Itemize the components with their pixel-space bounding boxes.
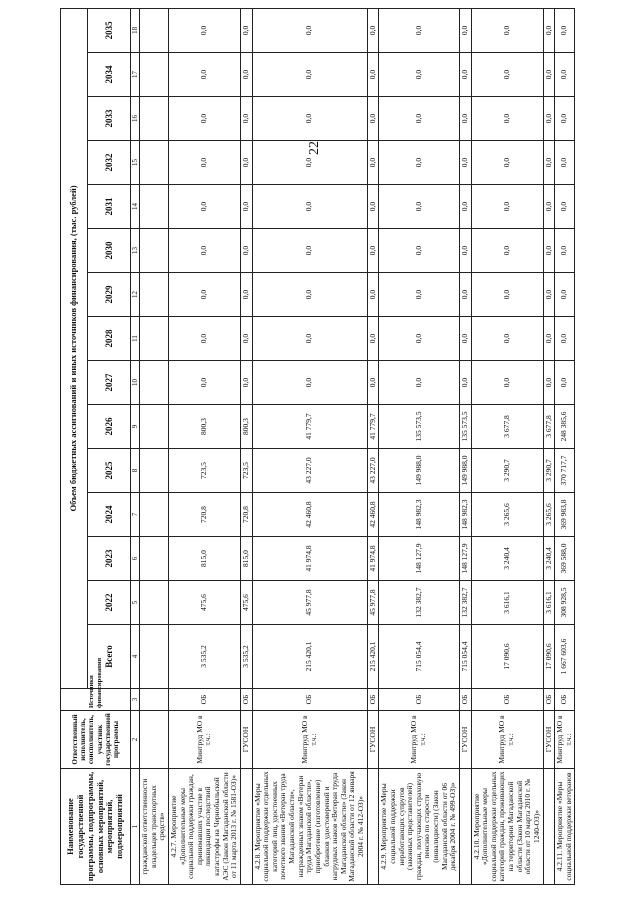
row-name [240,769,252,885]
header-year: 2027 [88,361,131,405]
header-source: Источники финансирования [61,689,131,711]
row-value: 0,0 [168,317,240,361]
row-value: 0,0 [459,229,471,273]
row-value: 148 982,3 [459,493,471,537]
row-value: 132 382,7 [459,581,471,625]
row-name [459,769,471,885]
header-year: 2026 [88,405,131,449]
row-value: 0,0 [168,53,240,97]
row-value: 41 974,8 [367,537,379,581]
header-year: 2023 [88,537,131,581]
column-number: 13 [131,229,140,273]
row-value: 149 988,0 [379,449,460,493]
row-value: 0,0 [379,141,460,185]
row-name: 4.2.11. Мероприятие «Меры социальной поддержки ветеранов [555,769,575,885]
row-value: 215 420,1 [367,625,379,689]
row-source: ОБ [367,689,379,711]
row-source: ОБ [555,689,575,711]
row-value: 41 974,8 [252,537,367,581]
row-value: 0,0 [252,229,367,273]
row-value: 0,0 [459,361,471,405]
row-value: 0,0 [252,185,367,229]
row-value: 0,0 [367,317,379,361]
row-name: 4.2.7. Мероприятие «Дополнительные меры социальной поддержки граждан, принимавших участие в ликвидации последствий катастрофы на Чернобыльской АЭС (Закон Магаданской области от 11 марта 2013 г. № 1581-ОЗ)» [168,769,240,885]
row-responsible [140,711,169,769]
row-value: 3 290,7 [471,449,543,493]
table-row [459,8,471,884]
row-value [140,141,169,185]
row-value: 0,0 [459,97,471,141]
row-source: ОБ [252,689,367,711]
row-value: 0,0 [543,97,555,141]
table-row [379,8,460,884]
row-value: 0,0 [459,8,471,52]
row-responsible: ГУСОН [459,711,471,769]
row-value: 0,0 [471,273,543,317]
column-number: 4 [131,625,140,689]
row-value: 0,0 [543,185,555,229]
row-value: 0,0 [555,8,575,52]
row-value: 0,0 [379,317,460,361]
header-responsible: Ответственный исполнитель, соисполнитель, участник государственной программы [61,711,131,769]
row-value: 0,0 [555,141,575,185]
row-value: 369 588,0 [555,537,575,581]
row-value: 0,0 [168,229,240,273]
row-value: 0,0 [240,273,252,317]
row-value: 45 977,8 [367,581,379,625]
row-value: 0,0 [555,53,575,97]
row-value: 41 779,7 [367,405,379,449]
row-value: 0,0 [555,317,575,361]
row-source [140,689,169,711]
table-row [252,8,367,884]
row-name [543,769,555,885]
row-responsible: Минтруд МО в т.ч.: [252,711,367,769]
header-volume: Объем бюджетных ассигнований и иных источников финансирования, (тыс. рублей) [61,8,88,688]
table-row [367,8,379,884]
column-number: 9 [131,405,140,449]
header-year: 2030 [88,229,131,273]
row-value: 17 090,6 [543,625,555,689]
row-value: 0,0 [367,361,379,405]
row-source: ОБ [168,689,240,711]
row-value: 0,0 [240,97,252,141]
row-value: 149 988,0 [459,449,471,493]
row-value: 3 677,8 [543,405,555,449]
row-value [140,361,169,405]
header-year: 2028 [88,317,131,361]
row-value: 0,0 [240,185,252,229]
row-value: 475,6 [168,581,240,625]
row-value: 3 265,6 [471,493,543,537]
column-number: 2 [131,711,140,769]
row-value: 43 227,0 [252,449,367,493]
row-name [367,769,379,885]
rotated-table-page [60,15,635,885]
page-number: 22 [307,141,322,155]
row-value: 0,0 [168,141,240,185]
row-value: 132 382,7 [379,581,460,625]
budget-table [60,8,575,885]
row-value: 0,0 [367,273,379,317]
row-value: 0,0 [379,229,460,273]
row-value: 3 240,4 [471,537,543,581]
row-value: 0,0 [252,53,367,97]
row-value: 0,0 [252,97,367,141]
row-value: 0,0 [240,8,252,52]
row-value: 0,0 [471,97,543,141]
header-year: 2022 [88,581,131,625]
header-total: Всего [88,625,131,689]
row-value [140,493,169,537]
row-value [140,97,169,141]
row-value: 815,0 [240,537,252,581]
row-value: 0,0 [459,185,471,229]
row-value: 715 054,4 [379,625,460,689]
table-row [168,8,240,884]
row-value: 0,0 [555,273,575,317]
header-year: 2029 [88,273,131,317]
row-value: 0,0 [471,53,543,97]
row-value: 0,0 [252,273,367,317]
column-number: 7 [131,493,140,537]
header-year: 2025 [88,449,131,493]
row-value: 3 616,1 [543,581,555,625]
row-value [140,8,169,52]
row-value [140,625,169,689]
row-value: 0,0 [367,229,379,273]
column-number: 18 [131,8,140,52]
row-value [140,53,169,97]
row-value: 0,0 [252,141,367,185]
row-value: 0,0 [379,97,460,141]
row-name: 4.2.9. Мероприятие «Меры социальной поддержки неработающих супругов (законных представителей) граждан, получающих страховую пенсию по старости (инвалидности) (Закон Магаданской области от 06 декабря 2004 г. № 499-ОЗ)» [379,769,460,885]
row-value: 42 460,8 [252,493,367,537]
row-source: ОБ [379,689,460,711]
row-value: 475,6 [240,581,252,625]
row-value: 1 667 603,6 [555,625,575,689]
row-value [140,449,169,493]
table-row [555,8,575,884]
row-value: 0,0 [367,141,379,185]
column-number: 1 [131,769,140,885]
row-value [140,229,169,273]
row-source: ОБ [240,689,252,711]
row-source: ОБ [459,689,471,711]
row-value: 3 265,6 [543,493,555,537]
row-value [140,405,169,449]
header-year: 2035 [88,8,131,52]
row-value: 0,0 [379,361,460,405]
row-value [140,581,169,625]
row-value: 715 054,4 [459,625,471,689]
table-row [543,8,555,884]
row-responsible: ГУСОН [367,711,379,769]
row-value: 3 677,8 [471,405,543,449]
row-responsible: Минтруд МО в т.ч.: [555,711,575,769]
row-value: 0,0 [543,317,555,361]
row-value: 0,0 [471,361,543,405]
row-value: 0,0 [168,185,240,229]
row-value: 148 127,9 [379,537,460,581]
row-source: ОБ [471,689,543,711]
row-name: 4.2.8. Мероприятие «Меры социальной поддержки отдельных категорий лиц, удостоенных почетного звания «Ветеран труда Магаданской области», награжденных знаком «Ветеран труда Магаданской области», приобретение (изготовление) бланков удостоверений и нагрудных знаков «Ветеран труда Магаданской области» (Закон Магаданской области от 12 января 2004 г. № 412-ОЗ)» [252,769,367,885]
column-number: 6 [131,537,140,581]
row-value: 0,0 [252,8,367,52]
row-value: 0,0 [555,229,575,273]
column-number: 10 [131,361,140,405]
column-number: 15 [131,141,140,185]
row-name: 4.2.10. Мероприятие «Дополнительные меры социальной поддержки отдельных категорий граждан, проживающих на территории Магаданской области (Закон Магаданской области от 10 марта 2010 г. № 1240-ОЗ)» [471,769,543,885]
row-value: 0,0 [543,8,555,52]
row-value: 370 717,7 [555,449,575,493]
row-value: 0,0 [379,273,460,317]
row-value: 0,0 [367,8,379,52]
row-value: 0,0 [168,8,240,52]
row-value: 0,0 [459,317,471,361]
row-value: 0,0 [471,317,543,361]
row-value [140,317,169,361]
row-value: 135 573,5 [459,405,471,449]
column-number: 16 [131,97,140,141]
row-value: 248 385,6 [555,405,575,449]
row-value: 3 240,4 [543,537,555,581]
column-number: 8 [131,449,140,493]
row-value: 0,0 [168,361,240,405]
row-value: 0,0 [240,141,252,185]
row-value: 0,0 [543,229,555,273]
row-value: 0,0 [471,141,543,185]
row-value: 148 127,9 [459,537,471,581]
row-responsible: Минтруд МО в т.ч.: [471,711,543,769]
row-value: 0,0 [543,53,555,97]
row-value: 0,0 [252,361,367,405]
row-value: 0,0 [555,97,575,141]
header-year: 2034 [88,53,131,97]
row-value: 45 977,8 [252,581,367,625]
row-value: 0,0 [367,185,379,229]
row-value: 0,0 [367,97,379,141]
row-value: 41 779,7 [252,405,367,449]
row-value: 135 573,5 [379,405,460,449]
row-value: 0,0 [252,317,367,361]
row-value: 0,0 [555,361,575,405]
row-value: 0,0 [168,97,240,141]
row-value: 0,0 [459,53,471,97]
row-value: 720,8 [168,493,240,537]
row-responsible: Минтруд МО в т.ч.: [168,711,240,769]
row-value: 3 290,7 [543,449,555,493]
row-value: 215 420,1 [252,625,367,689]
row-value: 148 982,3 [379,493,460,537]
column-number: 14 [131,185,140,229]
header-year: 2024 [88,493,131,537]
row-value: 42 460,8 [367,493,379,537]
row-value: 0,0 [471,229,543,273]
table-row [471,8,543,884]
row-responsible: ГУСОН [543,711,555,769]
row-value: 3 535,2 [168,625,240,689]
row-value: 0,0 [379,8,460,52]
row-source: ОБ [543,689,555,711]
column-number: 11 [131,317,140,361]
column-number: 3 [131,689,140,711]
table-row [140,8,169,884]
row-value: 43 227,0 [367,449,379,493]
header-name: Наименование государственной программы, подпрограммы, основных мероприятий, мероприятий, подмероприятий [61,769,131,885]
row-value: 308 928,5 [555,581,575,625]
row-value: 0,0 [240,317,252,361]
row-value [140,537,169,581]
row-value: 0,0 [459,273,471,317]
row-value: 3 616,1 [471,581,543,625]
row-value: 0,0 [240,361,252,405]
row-value: 0,0 [471,8,543,52]
row-value: 0,0 [379,185,460,229]
row-responsible: ГУСОН [240,711,252,769]
row-value: 0,0 [240,229,252,273]
row-value: 720,8 [240,493,252,537]
row-name: гражданской ответственности владельцев транспортных средств» [140,769,169,885]
row-value: 0,0 [555,185,575,229]
row-value: 0,0 [543,361,555,405]
header-year: 2033 [88,97,131,141]
row-value: 0,0 [543,141,555,185]
table-row [240,8,252,884]
column-number: 12 [131,273,140,317]
row-responsible: Минтруд МО в т.ч.: [379,711,460,769]
row-value [140,273,169,317]
header-year: 2031 [88,185,131,229]
row-value: 0,0 [240,53,252,97]
row-value: 0,0 [379,53,460,97]
row-value: 0,0 [543,273,555,317]
row-value: 369 983,8 [555,493,575,537]
row-value: 800,3 [240,405,252,449]
row-value: 3 535,2 [240,625,252,689]
header-year: 2032 [88,141,131,185]
row-value: 723,5 [168,449,240,493]
row-value: 815,0 [168,537,240,581]
column-number: 17 [131,53,140,97]
row-value: 0,0 [459,141,471,185]
row-value: 0,0 [168,273,240,317]
column-number: 5 [131,581,140,625]
row-value: 0,0 [367,53,379,97]
row-value: 0,0 [471,185,543,229]
row-value: 723,5 [240,449,252,493]
row-value [140,185,169,229]
row-value: 800,3 [168,405,240,449]
row-value: 17 090,6 [471,625,543,689]
